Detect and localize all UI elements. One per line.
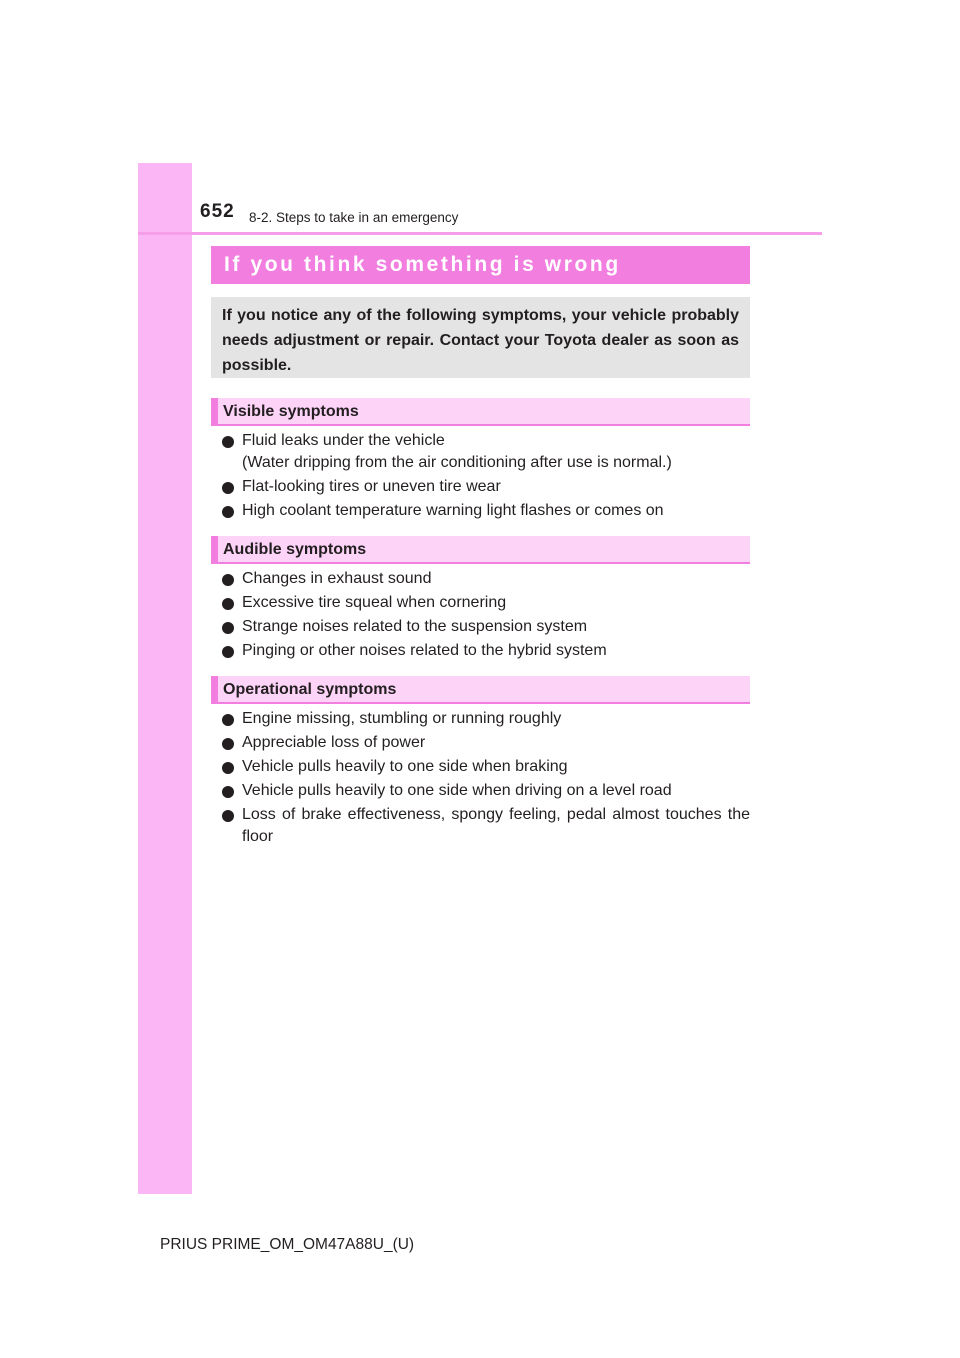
bullet-icon bbox=[222, 786, 234, 798]
visible-symptoms-heading: Visible symptoms bbox=[223, 403, 359, 420]
audible-symptoms-list bbox=[222, 568, 750, 664]
list-item-text: Fluid leaks under the vehicle bbox=[242, 432, 445, 449]
list-item bbox=[222, 500, 750, 522]
list-item-text: Vehicle pulls heavily to one side when braking bbox=[242, 758, 568, 775]
list-item-note: (Water dripping from the air conditioning after use is normal.) bbox=[242, 454, 672, 471]
list-item bbox=[222, 640, 750, 662]
bullet-icon bbox=[222, 646, 234, 658]
list-item-text: High coolant temperature warning light flashes or comes on bbox=[242, 502, 664, 519]
list-item-text: Vehicle pulls heavily to one side when driving on a level road bbox=[242, 782, 672, 799]
list-item bbox=[222, 476, 750, 498]
list-item-text: Flat-looking tires or uneven tire wear bbox=[242, 478, 501, 495]
bullet-icon bbox=[222, 436, 234, 448]
manual-id-footer: PRIUS PRIME_OM_OM47A88U_(U) bbox=[160, 1236, 415, 1253]
page-title: If you think something is wrong bbox=[224, 253, 621, 276]
list-item-text: Strange noises related to the suspension system bbox=[242, 618, 588, 635]
operational-symptoms-heading: Operational symptoms bbox=[223, 681, 397, 698]
list-item bbox=[222, 568, 750, 590]
page-number: 652 bbox=[200, 201, 235, 222]
bullet-icon bbox=[222, 762, 234, 774]
header-rule bbox=[138, 232, 822, 235]
audible-symptoms-heading: Audible symptoms bbox=[223, 541, 367, 558]
bullet-icon bbox=[222, 810, 234, 822]
bullet-icon bbox=[222, 714, 234, 726]
list-item bbox=[222, 804, 750, 848]
bullet-icon bbox=[222, 506, 234, 518]
visible-symptoms-list bbox=[222, 430, 750, 524]
list-item-text: Excessive tire squeal when cornering bbox=[242, 594, 507, 611]
list-item-text: Appreciable loss of power bbox=[242, 734, 426, 751]
bullet-icon bbox=[222, 622, 234, 634]
operational-symptoms-banner bbox=[211, 676, 750, 704]
list-item bbox=[222, 756, 750, 778]
list-item-text: Changes in exhaust sound bbox=[242, 570, 432, 587]
operational-symptoms-list bbox=[222, 708, 750, 850]
list-item bbox=[222, 592, 750, 614]
section-label: 8-2. Steps to take in an emergency bbox=[249, 210, 459, 225]
list-item-text: Pinging or other noises related to the hybrid system bbox=[242, 642, 607, 659]
list-item bbox=[222, 616, 750, 638]
list-item bbox=[222, 708, 750, 730]
list-item bbox=[222, 780, 750, 802]
bullet-icon bbox=[222, 482, 234, 494]
intro-text: If you notice any of the following symptoms, your vehicle probably needs adjustment or repair. Contact your Toyota dealer as soon as possible. bbox=[222, 307, 739, 374]
list-item-text: Loss of brake effectiveness, spongy feeling, pedal almost touches the floor bbox=[242, 806, 750, 845]
list-item bbox=[222, 732, 750, 754]
chapter-side-band bbox=[138, 163, 192, 1194]
bullet-icon bbox=[222, 598, 234, 610]
intro-box bbox=[211, 297, 750, 378]
bullet-icon bbox=[222, 738, 234, 750]
list-item bbox=[222, 430, 750, 474]
audible-symptoms-banner bbox=[211, 536, 750, 564]
title-banner bbox=[211, 246, 750, 284]
list-item-text: Engine missing, stumbling or running roughly bbox=[242, 710, 562, 727]
bullet-icon bbox=[222, 574, 234, 586]
visible-symptoms-banner bbox=[211, 398, 750, 426]
